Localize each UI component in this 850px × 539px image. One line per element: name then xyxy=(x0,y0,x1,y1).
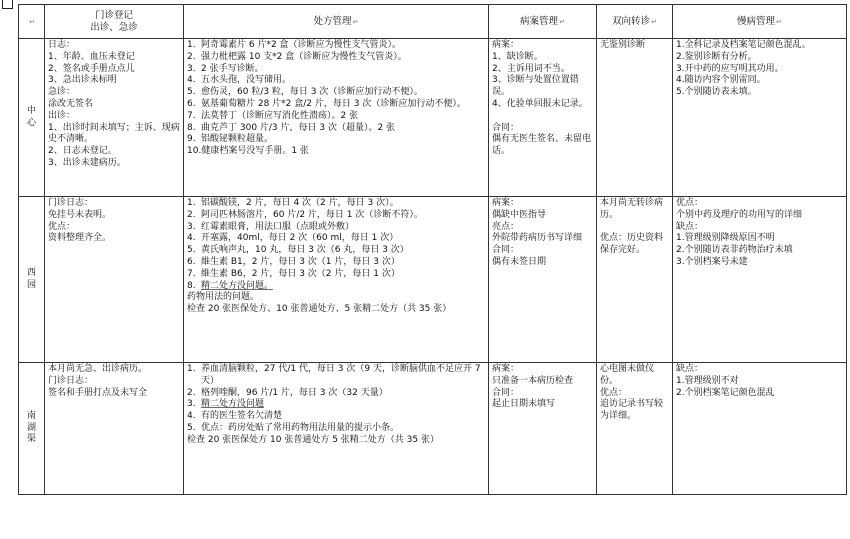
referral-line: 本月尚无转诊病历。 xyxy=(600,198,664,220)
table-header-row xyxy=(19,5,847,39)
prescription-cell xyxy=(184,39,489,197)
records-line: 病案： xyxy=(492,364,520,374)
records-line: 外院带药病历书写详细 xyxy=(492,233,583,244)
prescription-item: 4. 五水头孢，没写储用。 xyxy=(187,75,292,86)
records-line: 1、缺诊断。 xyxy=(492,51,543,62)
outpatient-line: 优点： xyxy=(48,221,76,232)
prescription-item: 8. 精二处方没问题。 xyxy=(187,280,274,291)
outpatient-line: 2、日志未登记。 xyxy=(48,146,117,157)
header-outpatient-line1: 门诊登记 xyxy=(94,9,133,21)
header-records: 病案管理↵ xyxy=(489,5,597,39)
outpatient-line: 1、年龄、血压未登记 xyxy=(48,51,135,62)
table-row-center xyxy=(19,39,847,197)
table-row-nanhuqu xyxy=(19,363,847,495)
site-char: 湖 xyxy=(26,422,36,433)
site-char: 南 xyxy=(26,410,36,421)
prescription-item: 6. 維生素 B1，2 片，每日 3 次（1 片，每日 3 次） xyxy=(187,256,400,267)
prescription-item: 3. 精二处方没问题 xyxy=(187,399,265,410)
referral-line: 优点：历史资料保存完好。 xyxy=(600,233,664,256)
chronic-line: 1.全科记录及档案笔记颜色混乱。 xyxy=(676,40,811,50)
outpatient-line: 门诊日志： xyxy=(48,198,94,208)
site-char: 西 xyxy=(26,267,36,278)
chronic-line: 3.开中药的应写明其功用。 xyxy=(676,63,784,74)
site-char: 心 xyxy=(26,117,36,128)
chronic-line: 2.鉴别诊断有分析。 xyxy=(676,51,757,62)
chronic-line: 2.个别随访表非药物治疗未填 xyxy=(676,245,793,256)
prescription-item: 4. 有的医生签名欠清楚 xyxy=(187,411,283,422)
records-line: 病案： xyxy=(492,40,520,50)
records-line: 2、主诉用词不当。 xyxy=(492,63,570,74)
records-cell xyxy=(489,39,597,197)
header-prescription: 处方管理↵ xyxy=(184,5,489,39)
records-cell xyxy=(489,197,597,363)
prescription-item: 2. 强力枇杷露 10 支*2 盒（诊断应为慢性支气管炎）。 xyxy=(187,51,407,62)
outpatient-line: 日志： xyxy=(48,40,76,50)
outpatient-line: 2、签名或手册点点儿 xyxy=(48,63,135,74)
prescription-item: 9. 铝酸铋颗粒超量。 xyxy=(187,134,274,145)
prescription-item: 4. 开塞露，40ml，每日 2 次（60 ml，每日 1 次） xyxy=(187,233,399,244)
referral-line: 优点： xyxy=(600,387,628,398)
prescription-item: 2. 格列喹酮，96 片/1 片，每日 3 次（32 天量） xyxy=(187,387,388,398)
outpatient-cell xyxy=(45,39,184,197)
outpatient-line: 免挂号未表明。 xyxy=(48,209,112,220)
header-referral: 双向转诊↵ xyxy=(597,5,673,39)
prescription-cell xyxy=(184,197,489,363)
referral-line: 心电图未做仪份。 xyxy=(600,364,655,386)
chronic-line: 缺点： xyxy=(676,221,704,232)
outpatient-line: 1、出诊时间未填写；主诉、现病史不清晰。 xyxy=(48,122,180,145)
referral-cell xyxy=(597,363,673,495)
records-line: 4、化验单回报未记录。 xyxy=(492,98,588,109)
chronic-line: 个别中药及理疗的功用写的详细 xyxy=(676,209,803,220)
table-row-xiyuan xyxy=(19,197,847,363)
chronic-cell xyxy=(673,197,847,363)
outpatient-line: 急诊： xyxy=(48,87,76,98)
outpatient-line: 出诊： xyxy=(48,110,76,121)
records-line: 亮点： xyxy=(492,221,520,232)
records-cell xyxy=(489,363,597,495)
prescription-item: 3. 红霉素眼膏，用法口服（点眼或外敷） xyxy=(187,221,355,232)
prescription-item: 10. 健康档案号没写手册。1 张 xyxy=(187,146,309,157)
chronic-line: 5.个别随访表未填。 xyxy=(676,87,757,98)
outpatient-line: 门诊日志： xyxy=(48,375,94,386)
site-char: 中 xyxy=(26,105,36,116)
records-line: 合同： xyxy=(492,387,520,398)
prescription-item: 8. 曲克芦丁 300 片/3 片，每日 3 次（超量）。2 张 xyxy=(187,122,396,133)
prescription-item: 2. 阿司匹林肠溶片，60 片/2 片，每日 1 次（诊断不符）。 xyxy=(187,209,423,220)
site-cell xyxy=(19,363,45,495)
prescription-note: 检查 20 张医保处方、10 张普通处方、5 张精二处方（共 35 张） xyxy=(187,304,452,315)
records-line xyxy=(492,111,593,123)
site-char: 渠 xyxy=(26,434,36,445)
prescription-note: 检查 20 张医保处方 10 张普通处方 5 张精二处方（共 35 张） xyxy=(187,434,439,445)
referral-line: 追访记录书写较为详细。 xyxy=(600,399,664,422)
prescription-item: 3. 2 张手写诊断。 xyxy=(187,63,264,74)
prescription-item: 6. 氨基葡萄糖片 28 片*2 盒/2 片，每日 3 次（诊断应加行动不便）。 xyxy=(187,98,466,109)
referral-cell xyxy=(597,39,673,197)
prescription-item: 7. 維生素 B6，2 片，每日 3 次（2 片，每日 1 次） xyxy=(187,268,400,279)
records-line: 合同： xyxy=(492,122,520,133)
records-line: 3、诊断与处置位置错误。 xyxy=(492,75,579,98)
chronic-line: 1.管理级别不对 xyxy=(676,375,739,386)
chronic-cell xyxy=(673,39,847,197)
outpatient-line: 3、急出诊未标明 xyxy=(48,75,117,86)
header-chronic: 慢病管理↵ xyxy=(673,5,847,39)
chronic-line: 优点： xyxy=(676,198,704,208)
header-corner-cell: ↵ xyxy=(19,5,45,39)
site-char: 园 xyxy=(26,279,36,290)
prescription-item: 5. 优点：药房处贴了常用药物用法用量的提示小条。 xyxy=(187,422,400,433)
chronic-line: 2.个别档案笔记颜色混乱 xyxy=(676,387,775,398)
outpatient-line: 本月尚无急、出诊病历。 xyxy=(48,364,148,374)
referral-line xyxy=(600,222,669,234)
records-line: 偶有未签日期 xyxy=(492,256,547,267)
records-line: 只准备一本病历检查 xyxy=(492,375,574,386)
chronic-line: 1.管理级别降级原因不明 xyxy=(676,233,775,244)
outpatient-line: 3、出诊未建病历。 xyxy=(48,157,126,168)
referral-line: 无鉴别诊断 xyxy=(600,40,646,50)
header-outpatient-line2: 出诊、急诊 xyxy=(90,21,138,33)
chronic-line: 4.随访内容个别雷同。 xyxy=(676,75,766,86)
prescription-item: 1. 养血清脑颗粒，27 代/1 代，每日 3 次（9 天，诊断脑供血不足应开 7 天） xyxy=(187,364,481,386)
table-move-handle[interactable] xyxy=(2,0,13,9)
chronic-cell xyxy=(673,363,847,495)
chronic-line: 3.个别档案号未建 xyxy=(676,256,748,267)
prescription-item: 7. 法莫替丁（诊断应写消化性溃疡）。2 张 xyxy=(187,110,359,121)
records-line: 起止日期未填写 xyxy=(492,399,556,410)
outpatient-line: 签名和手册打点及未写全 xyxy=(48,387,148,398)
prescription-item: 5. 黄氏响声丸，10 丸，每日 3 次（6 丸，每日 3 次） xyxy=(187,245,409,256)
records-line: 合同： xyxy=(492,245,520,256)
records-line: 病案： xyxy=(492,198,520,208)
site-cell xyxy=(19,39,45,197)
records-line: 偶有无医生签名、未留电话。 xyxy=(492,134,592,157)
prescription-item: 1. 阿奇霉素片 6 片*2 盒（诊断应为慢性支气管炎）。 xyxy=(187,40,402,50)
prescription-note: 药物用法的问题。 xyxy=(187,292,260,303)
records-line: 偶缺中医指导 xyxy=(492,209,547,220)
chronic-line: 缺点： xyxy=(676,364,704,374)
inspection-table xyxy=(18,4,847,495)
referral-cell xyxy=(597,197,673,363)
outpatient-cell xyxy=(45,363,184,495)
outpatient-cell xyxy=(45,197,184,363)
outpatient-line: 资料整理齐全。 xyxy=(48,233,112,244)
site-cell xyxy=(19,197,45,363)
header-outpatient xyxy=(45,5,184,39)
prescription-cell xyxy=(184,363,489,495)
outpatient-line: 涂改无签名 xyxy=(48,98,94,109)
prescription-item: 5. 愈伤灵，60 粒/3 粒，每日 3 次（诊断应加行动不便）。 xyxy=(187,87,423,98)
prescription-item: 1. 铝碳酸镁，2 片，每日 4 次（2 片，每日 3 次）。 xyxy=(187,198,399,208)
